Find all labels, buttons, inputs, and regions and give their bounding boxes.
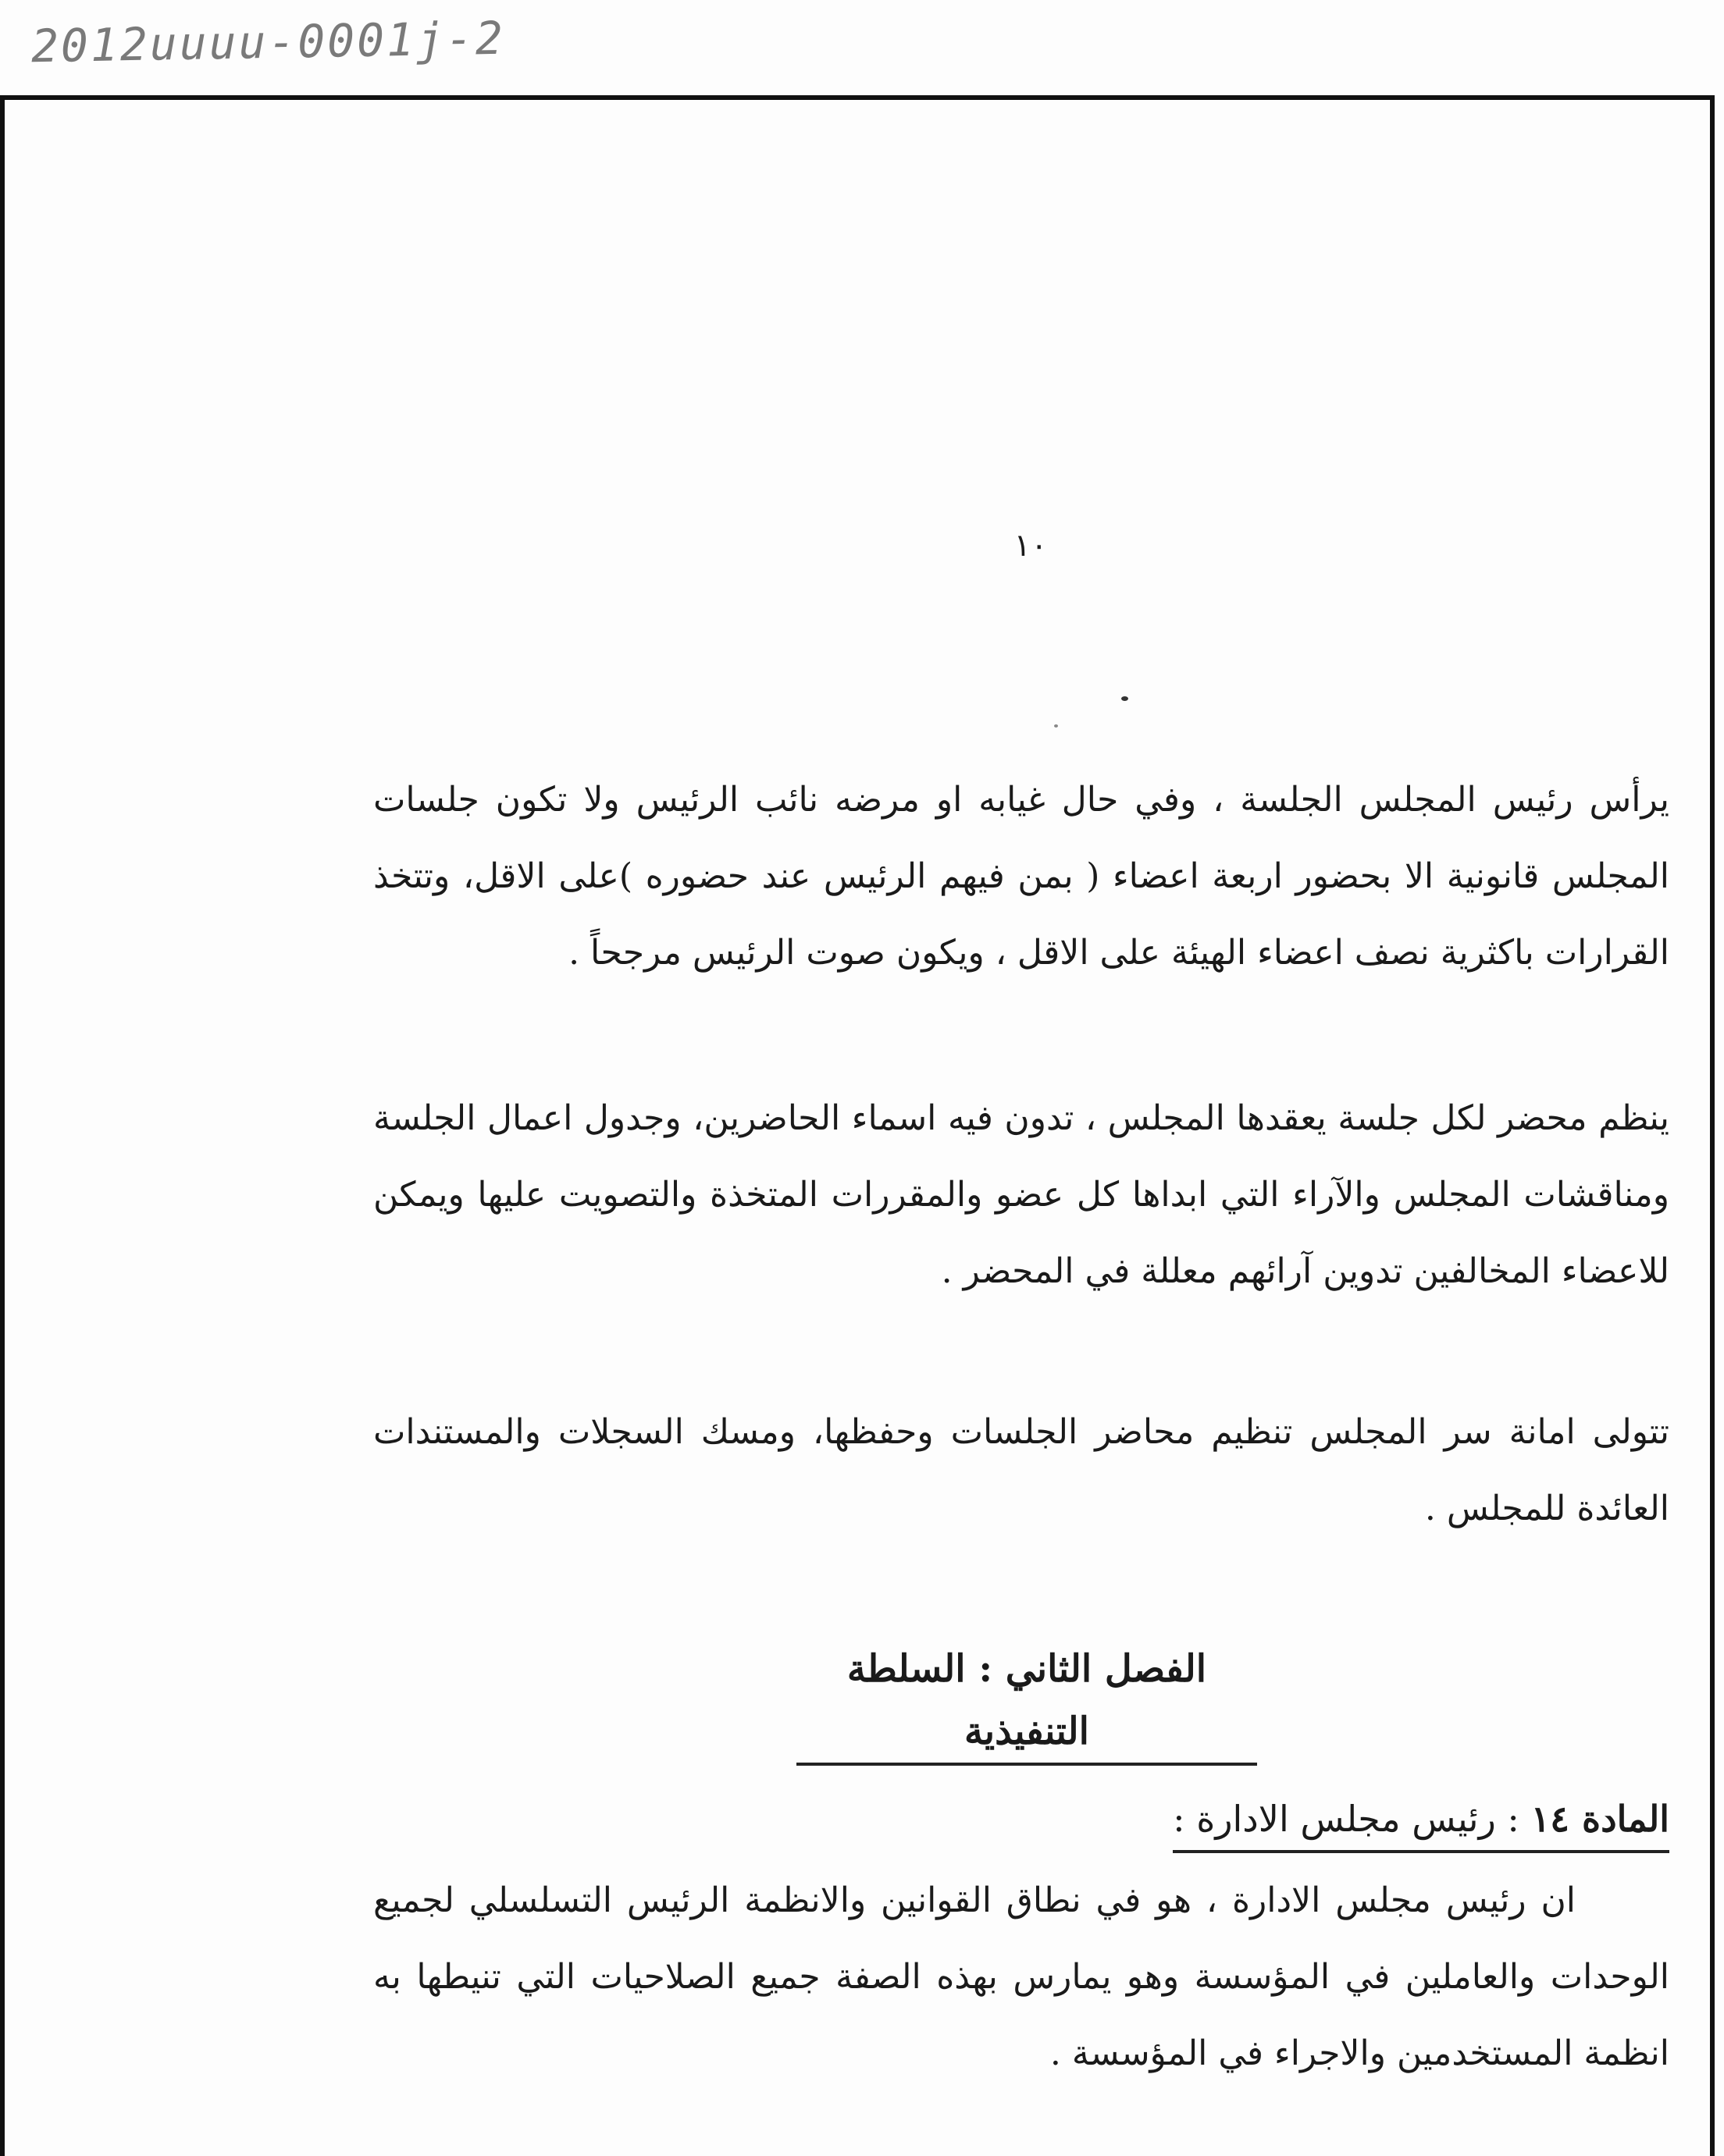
article-separator: : xyxy=(1495,1798,1531,1840)
paragraph-session-minutes: ينظم محضر لكل جلسة يعقدها المجلس ، تدون فيه اسماء الحاضرين، وجدول اعمال الجلسة ومناقشات المجلس والآراء التي ابداها كل عضو والمقررات المتخذة والتصويت عليها ويمكن للاعضاء المخالفين تدوين آرائهم معللة في المحضر . xyxy=(373,1098,1669,1291)
article-body xyxy=(373,1862,1669,2092)
page-number: ١٠ xyxy=(1013,528,1048,564)
article-body-text: ان رئيس مجلس الادارة ، هو في نطاق القوانين والانظمة الرئيس التسلسلي لجميع الوحدات والعاملين في المؤسسة وهو يمارس بهذه الصفة جميع الصلاحيات التي تنيطها به انظمة المستخدمين والاجراء في المؤسسة . xyxy=(373,1880,1669,2073)
paragraph-secretariat: تتولى امانة سر المجلس تنظيم محاضر الجلسات وحفظها، ومسك السجلات والمستندات العائدة للمجلس . xyxy=(373,1412,1670,1528)
handwritten-document-id: 2012uuuu-0001j-2 xyxy=(30,11,506,73)
article-number: المادة ١٤ xyxy=(1530,1798,1669,1840)
scan-speck xyxy=(1054,724,1058,728)
chapter-title: الفصل الثاني : السلطة التنفيذية xyxy=(796,1638,1257,1766)
article-heading xyxy=(1173,1788,1669,1853)
article-title: رئيس مجلس الادارة : xyxy=(1173,1798,1496,1840)
scan-speck xyxy=(1121,696,1128,701)
paragraph-council-sessions: يرأس رئيس المجلس الجلسة ، وفي حال غيابه او مرضه نائب الرئيس ولا تكون جلسات المجلس قانونية الا بحضور اربعة اعضاء ( بمن فيهم الرئيس عند حضوره )على الاقل، وتتخذ القرارات باكثرية نصف اعضاء الهيئة على الاقل ، ويكون صوت الرئيس مرجحاً . xyxy=(373,780,1669,973)
